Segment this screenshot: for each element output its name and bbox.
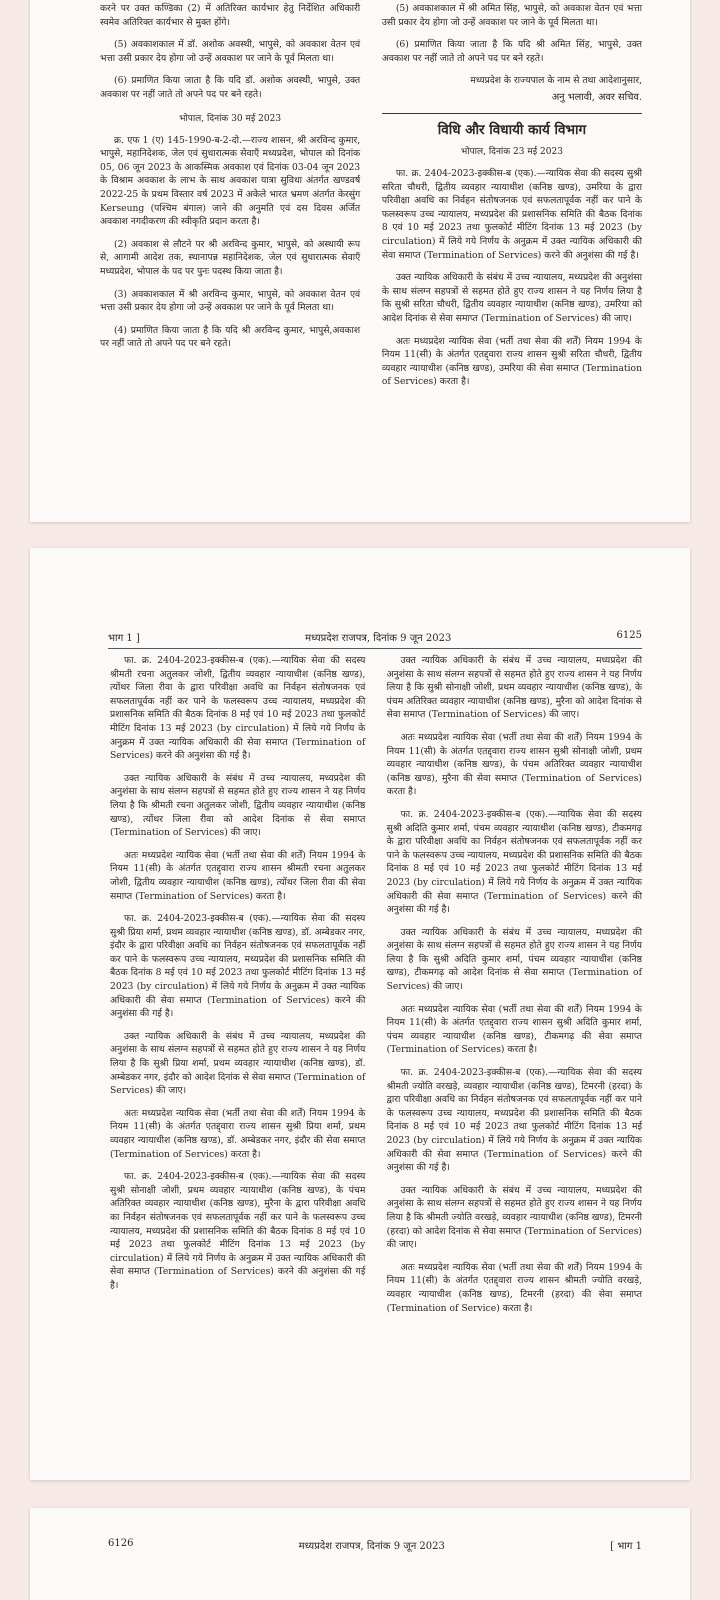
paragraph: अतः मध्यप्रदेश न्यायिक सेवा (भर्ती तथा सेवा की शर्तें) नियम 1994 के नियम 11(सी) के अंतर्गत एतद्द्वारा राज्य शासन सुश्री सोनाक्षी जोशी, प्रथम व्यवहार न्यायाधीश (कनिष्ठ खण्ड), के पंचम अतिरिक्त व्यवहार न्यायाधीश (कनिष्ठ खण्ड), मुरैना की सेवा समाप्त (Termination of Services) करता है। <box>386 731 642 798</box>
paragraph: फा. क्र. 2404-2023-इक्कीस-ब (एक).—न्यायिक सेवा की सदस्य श्रीमती ज्योति वरखड़े, व्यवहार न्यायाधीश (कनिष्ठ खण्ड), टिमरनी (हरदा) के द्वारा परिवीक्षा अवधि का निर्वहन संतोषजनक एवं सफलतापूर्वक नहीं कर पाने के फलस्वरूप उच्च न्यायालय, मध्यप्रदेश की प्रशासनिक समिति की बैठक दिनांक 8 मई एवं 10 मई 2023 तथा फुलकोर्ट मीटिंग दिनांक 13 मई 2023 (by circulation) में लिये गये निर्णय के अनुक्रम में उक्त न्यायिक अधिकारी की सेवा समाप्त (Termination of Services) करने की अनुशंसा की गई है। <box>386 1067 642 1174</box>
paragraph: अतः मध्यप्रदेश न्यायिक सेवा (भर्ती तथा सेवा की शर्तें) नियम 1994 के नियम 11(सी) के अंतर्गत एतद्द्वारा राज्य शासन श्रीमती ज्योति वरखड़े, व्यवहार न्यायाधीश (कनिष्ठ खण्ड), टिमरनी (हरदा) की सेवा समाप्त (Termination of Service) करता है। <box>386 1261 642 1314</box>
page-number: 6125 <box>616 630 642 641</box>
running-header <box>108 1538 642 1552</box>
page-columns <box>100 2 642 398</box>
department-title: विधि और विधायी कार्य विभाग <box>437 121 587 138</box>
header-gazette-title: मध्यप्रदेश राजपत्र, दिनांक 9 जून 2023 <box>298 1541 445 1552</box>
left-column <box>110 654 365 1324</box>
left-column <box>100 2 360 398</box>
order-dateline: भोपाल, दिनांक 30 मई 2023 <box>179 113 282 124</box>
header-part-label: भाग 1 ] <box>108 633 140 644</box>
paragraph: करने पर उक्त कण्डिका (2) में अतिरिक्त कार्यभार हेतु निर्देशित अधिकारी स्वमेव अतिरिक्त कार्यभार से मुक्त होंगे। <box>100 3 361 28</box>
header-gazette-title: मध्यप्रदेश राजपत्र, दिनांक 9 जून 2023 <box>305 633 452 644</box>
paragraph: अतः मध्यप्रदेश न्यायिक सेवा (भर्ती तथा सेवा की शर्तें) नियम 1994 के नियम 11(सी) के अंतर्गत एतद्द्वारा राज्य शासन सुश्री अदिति कुमार शर्मा, पंचम व्यवहार न्यायाधीश (कनिष्ठ खण्ड), टीकमगढ़ की सेवा समाप्त (Termination of Services) करता है। <box>386 1003 642 1056</box>
paragraph: अतः मध्यप्रदेश न्यायिक सेवा (भर्ती तथा सेवा की शर्तें) नियम 1994 के नियम 11(सी) के अंतर्गत एतद्द्वारा राज्य शासन सुश्री सरिता चौधरी, द्वितीय व्यवहार न्यायाधीश (कनिष्ठ खण्ड), उमरिया की सेवा समाप्त (Termination of Services) करता है। <box>381 335 642 388</box>
signatory-name: अनु भलावी, अवर सचिव. <box>551 91 642 103</box>
paragraph: (5) अवकाशकाल में श्री अमित सिंह, भापुसे, को अवकाश वेतन एवं भत्ता उसी प्रकार देय होगा जो उन्हें अवकाश पर जाने के पूर्व मिलता था। <box>381 3 642 28</box>
paragraph: अतः मध्यप्रदेश न्यायिक सेवा (भर्ती तथा सेवा की शर्तें) नियम 1994 के नियम 11(सी) के अंतर्गत एतद्द्वारा राज्य शासन श्रीमती रचना अतुलकर जोशी, द्वितीय व्यवहार न्यायाधीश (कनिष्ठ खण्ड), त्योंथर जिला रीवा की सेवा समाप्त (Termination of Services) करता है। <box>110 849 366 902</box>
paragraph: उक्त न्यायिक अधिकारी के संबंध में उच्च न्यायालय, मध्यप्रदेश की अनुशंसा के साथ संलग्न सहपत्रों से सहमत होते हुए राज्य शासन ने यह निर्णय लिया है कि सुश्री सरिता चौधरी, द्वितीय व्यवहार न्यायाधीश (कनिष्ठ खण्ड), उमरिया को आदेश दिनांक से सेवा समाप्त (Termination of Services) की जाए। <box>381 272 642 324</box>
paragraph: (2) अवकाश से लौटने पर श्री अरविन्द कुमार, भापुसे, को अस्थायी रूप से, आगामी आदेश तक, स्थानापन्न महानिदेशक, जेल एवं सुधारात्मक सेवाएँ मध्यप्रदेश, भोपाल के पद पर पुनः पदस्थ किया जाता है। <box>100 238 361 277</box>
paragraph: उक्त न्यायिक अधिकारी के संबंध में उच्च न्यायालय, मध्यप्रदेश की अनुशंसा के साथ संलग्न सहपत्रों से सहमत होते हुए राज्य शासन ने यह निर्णय लिया है कि श्रीमती रचना अतुलकर जोशी, द्वितीय व्यवहार न्यायाधीश (कनिष्ठ खण्ड), त्योंथर जिला रीवा को आदेश दिनांक से सेवा समाप्त (Termination of Services) की जाए। <box>110 772 366 839</box>
paragraph: फा. क्र. 2404-2023-इक्कीस-ब (एक).—न्यायिक सेवा की सदस्य सुश्री सरिता चौधरी, द्वितीय व्यवहार न्यायाधीश (कनिष्ठ खण्ड), उमरिया के द्वारा परिवीक्षा अवधि का निर्वहन संतोषजनक एवं सफलतापूर्वक नहीं कर पाने के फलस्वरूप उच्च न्यायालय, मध्यप्रदेश की प्रशासनिक समिति की बैठक दिनांक 8 एवं 10 मई 2023 तथा फुलकोर्ट मीटिंग दिनांक 13 मई 2023 (by circulation) में लिये गये निर्णय के अनुक्रम में उक्त न्यायिक अधिकारी की सेवा समाप्त (Termination of Services) करने की अनुशंसा की गई है। <box>381 167 642 261</box>
paragraph: (3) अवकाशकाल में श्री अरविन्द कुमार, भापुसे, को अवकाश वेतन एवं भत्ता उसी प्रकार देय होगा जो उन्हें अवकाश पर जाने के पूर्व मिलता था। <box>100 288 361 314</box>
paragraph: उक्त न्यायिक अधिकारी के संबंध में उच्च न्यायालय, मध्यप्रदेश की अनुशंसा के साथ संलग्न सहपत्रों से सहमत होते हुए राज्य शासन ने यह निर्णय लिया है कि सुश्री सोनाक्षी जोशी, प्रथम व्यवहार न्यायाधीश (कनिष्ठ खण्ड), के पंचम अतिरिक्त व्यवहार न्यायाधीश (कनिष्ठ खण्ड), मुरैना को आदेश दिनांक से सेवा समाप्त (Termination of Services) की जाए। <box>386 655 642 721</box>
page-columns <box>110 654 642 1324</box>
paragraph: क्र. एफ 1 (ए) 145-1990-ब-2-दो.—राज्य शासन, श्री अरविन्द कुमार, भापुसे, महानिदेशक, जेल एवं सुधारात्मक सेवाएँ मध्यप्रदेश, भोपाल को दिनांक 05, 06 जून 2023 के आकस्मिक अवकाश एवं दिनांक 03-04 जून 2023 के विश्राम अवकाश के लाभ के साथ अवकाश यात्रा सुविधा अंतर्गत खण्डवर्ष 2022-25 के प्रथम विस्तार वर्ष 2023 में अकेले भारत भ्रमण अंतर्गत केरसुंग Kerseung (पश्चिम बंगाल) जाने की अनुमति एवं दस दिवस अर्जित अवकाश नगदीकरण की स्वीकृति प्रदान करता है। <box>100 134 361 228</box>
gazette-page <box>30 0 690 522</box>
paragraph: (4) प्रमाणित किया जाता है कि यदि श्री अरविन्द कुमार, भापुसे,अवकाश पर नहीं जाते तो अपने पद पर बने रहते। <box>100 324 361 350</box>
paragraph: उक्त न्यायिक अधिकारी के संबंध में उच्च न्यायालय, मध्यप्रदेश की अनुशंसा के साथ संलग्न सहपत्रों से सहमत होते हुए राज्य शासन ने यह निर्णय लिया है कि सुश्री प्रिया शर्मा, प्रथम व्यवहार न्यायाधीश (कनिष्ठ खण्ड), डॉ. अम्बेडकर नगर, इंदौर को आदेश दिनांक से सेवा समाप्त (Termination of Services) की जाए। <box>110 1030 366 1097</box>
paragraph: फा. क्र. 2404-2023-इक्कीस-ब (एक).—न्यायिक सेवा की सदस्य सुश्री सोनाक्षी जोशी, प्रथम व्यवहार न्यायाधीश (कनिष्ठ खण्ड), के पंचम अतिरिक्त व्यवहार न्यायाधीश (कनिष्ठ खण्ड), मुरैना के द्वारा परिवीक्षा अवधि का निर्वहन संतोषजनक एवं सफलतापूर्वक नहीं कर पाने के फलस्वरूप उच्च न्यायालय, मध्यप्रदेश की प्रशासनिक समिति की बैठक दिनांक 8 मई एवं 10 मई 2023 तथा फुलकोर्ट मीटिंग दिनांक 13 मई 2023 (by circulation) में लिये गये निर्णय के अनुक्रम में उक्त न्यायिक अधिकारी की सेवा समाप्त (Termination of Services) करने की अनुशंसा की गई है। <box>110 1171 366 1291</box>
section-divider <box>382 113 642 114</box>
signature-order-line: मध्यप्रदेश के राज्यपाल के नाम से तथा आदेशानुसार, <box>470 75 642 87</box>
paragraph: उक्त न्यायिक अधिकारी के संबंध में उच्च न्यायालय, मध्यप्रदेश की अनुशंसा के साथ संलग्न सहपत्रों से सहमत होते हुए राज्य शासन ने यह निर्णय लिया है कि श्रीमती ज्योति वरखड़े, व्यवहार न्यायाधीश (कनिष्ठ खण्ड), टिमरनी (हरदा) को आदेश दिनांक से सेवा समाप्त (Termination of Services) की जाए। <box>386 1184 642 1251</box>
gazette-page <box>30 548 690 1480</box>
order-dateline: भोपाल, दिनांक 23 मई 2023 <box>460 146 563 157</box>
header-part-label: [ भाग 1 <box>610 1541 642 1552</box>
running-header <box>108 630 642 649</box>
paragraph: (5) अवकाशकाल में डॉ. अशोक अवस्थी, भापुसे, को अवकाश वेतन एवं भत्ता उसी प्रकार देय होगा जो उन्हें अवकाश पर जाने के पूर्व मिलता था। <box>100 39 361 64</box>
paragraph: (6) प्रमाणित किया जाता है कि यदि श्री अमित सिंह, भापुसे, उक्त अवकाश पर नहीं जाते तो अपने पद पर बने रहते। <box>381 39 642 64</box>
paragraph: उक्त न्यायिक अधिकारी के संबंध में उच्च न्यायालय, मध्यप्रदेश की अनुशंसा के साथ संलग्न सहपत्रों से सहमत होते हुए राज्य शासन ने यह निर्णय लिया है कि सुश्री अदिति कुमार शर्मा, पंचम व्यवहार न्यायाधीश (कनिष्ठ खण्ड), टीकमगढ़ को आदेश दिनांक से सेवा समाप्त (Termination of Services) की जाए। <box>386 926 642 993</box>
page-number: 6126 <box>108 1538 134 1549</box>
paragraph: फा. क्र. 2404-2023-इक्कीस-ब (एक).—न्यायिक सेवा की सदस्य श्रीमती रचना अतुलकर जोशी, द्वितीय व्यवहार न्यायाधीश (कनिष्ठ खण्ड), त्योंथर जिला रीवा के द्वारा परिवीक्षा अवधि का निर्वहन संतोषजनक एवं सफलतापूर्वक नहीं कर पाने के फलस्वरूप उच्च न्यायालय, मध्यप्रदेश की प्रशासनिक समिति की बैठक दिनांक 8 मई एवं 10 मई 2023 तथा फुलकोर्ट मीटिंग दिनांक 13 मई 2023 (by circulation) में लिये गये निर्णय के अनुक्रम में उक्त न्यायिक अधिकारी की सेवा समाप्त (Termination of Services) करने की अनुशंसा की गई है। <box>110 655 366 762</box>
gazette-page <box>30 1508 690 1600</box>
paragraph: अतः मध्यप्रदेश न्यायिक सेवा (भर्ती तथा सेवा की शर्तें) नियम 1994 के नियम 11(सी) के अंतर्गत एतद्द्वारा राज्य शासन सुश्री प्रिया शर्मा, प्रथम व्यवहार न्यायाधीश (कनिष्ठ खण्ड), डॉ. अम्बेडकर नगर, इंदौर की सेवा समाप्त (Termination of Services) करता है। <box>110 1107 366 1160</box>
right-column <box>387 654 642 1324</box>
paragraph: फा. क्र. 2404-2023-इक्कीस-ब (एक).—न्यायिक सेवा की सदस्य सुश्री अदिति कुमार शर्मा, पंचम व्यवहार न्यायाधीश (कनिष्ठ खण्ड), टीकमगढ़ के द्वारा परिवीक्षा अवधि का निर्वहन संतोषजनक एवं सफलतापूर्वक नहीं कर पाने के फलस्वरूप उच्च न्यायालय, मध्यप्रदेश की प्रशासनिक समिति की बैठक दिनांक 8 मई एवं 10 मई 2023 तथा फुलकोर्ट मीटिंग दिनांक 13 मई 2023 (by circulation) में लिये गये निर्णय के अनुक्रम में उक्त न्यायिक अधिकारी की सेवा समाप्त (Termination of Services) करने की अनुशंसा की गई है। <box>386 808 642 916</box>
paragraph: (6) प्रमाणित किया जाता है कि यदि डॉ. अशोक अवस्थी, भापुसे, उक्त अवकाश पर नहीं जाते तो अपने पद पर बने रहते। <box>100 75 361 100</box>
paragraph: फा. क्र. 2404-2023-इक्कीस-ब (एक).—न्यायिक सेवा की सदस्य सुश्री प्रिया शर्मा, प्रथम व्यवहार न्यायाधीश (कनिष्ठ खण्ड), डॉ. अम्बेडकर नगर, इंदौर के द्वारा परिवीक्षा अवधि का निर्वहन संतोषजनक एवं सफलतापूर्वक नहीं कर पाने के फलस्वरूप उच्च न्यायालय, मध्यप्रदेश की प्रशासनिक समिति की बैठक दिनांक 8 मई एवं 10 मई 2023 तथा फुलकोर्ट मीटिंग दिनांक 13 मई 2023 (by circulation) में लिये गये निर्णय के अनुक्रम में उक्त न्यायिक अधिकारी की सेवा समाप्त (Termination of Services) करने की अनुशंसा की गई है। <box>110 913 366 1020</box>
right-column <box>382 2 642 398</box>
